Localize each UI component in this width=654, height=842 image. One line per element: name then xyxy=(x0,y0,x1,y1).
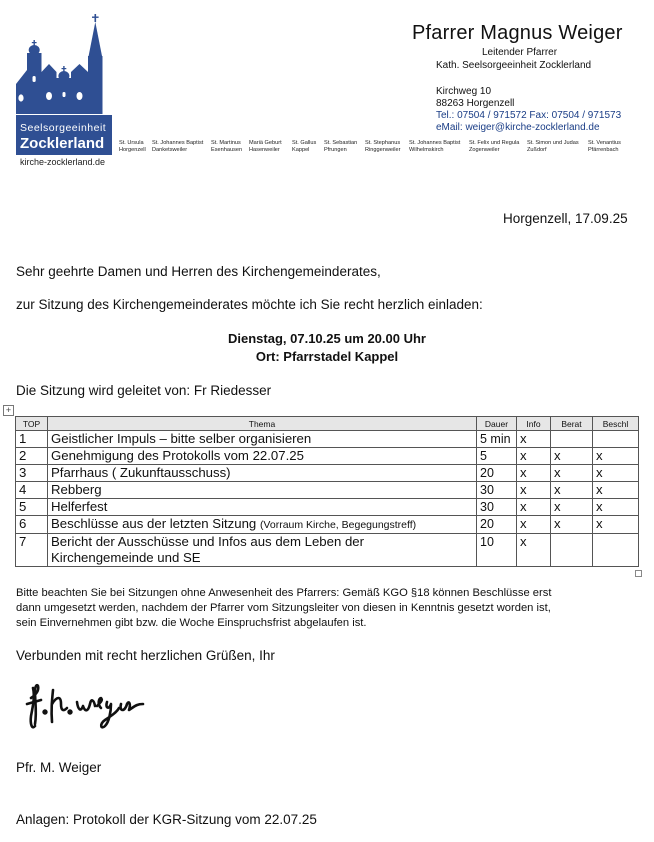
signature-name: Pfr. M. Weiger xyxy=(16,760,102,775)
church-logo xyxy=(16,14,112,156)
logo-url: kirche-zocklerland.de xyxy=(20,157,106,167)
parish-item: St. Johannes Baptist Danketsweiler xyxy=(152,140,204,153)
header-dauer: Dauer xyxy=(477,417,517,431)
sender-email: eMail: weiger@kirche-zocklerland.de xyxy=(436,122,600,133)
table-header-row xyxy=(16,417,639,431)
header-info: Info xyxy=(517,417,551,431)
sender-unit: Kath. Seelsorgeeinheit Zocklerland xyxy=(436,60,592,71)
sender-city: 88263 Horgenzell xyxy=(436,98,515,109)
table-row: 4 Rebberg 30 x x x xyxy=(16,482,639,499)
parish-item: St. Ursula Horgenzell xyxy=(119,140,146,153)
logo-band-line1: Seelsorgeeinheit xyxy=(20,122,107,134)
header-berat: Berat xyxy=(551,417,593,431)
meeting-location: Ort: Pfarrstadel Kappel xyxy=(255,349,399,364)
sender-phone: Tel.: 07504 / 971572 Fax: 07504 / 971573 xyxy=(436,110,622,121)
table-row: 3 Pfarrhaus ( Zukunftausschuss) 20 x x x xyxy=(16,465,639,482)
agenda-table xyxy=(15,416,639,567)
parish-item: St. Martinus Esenhausen xyxy=(211,140,243,153)
sender-name: Pfarrer Magnus Weiger xyxy=(412,22,623,44)
table-row: 1 Geistlicher Impuls – bitte selber organisieren 5 min x xyxy=(16,431,639,448)
sender-street: Kirchweg 10 xyxy=(436,86,492,97)
row-thema: Bericht der Ausschüsse und Infos aus dem Leben der xyxy=(51,534,365,549)
sender-role: Leitender Pfarrer xyxy=(482,47,558,58)
parish-item: St. Simon und Judas Zußdorf xyxy=(527,140,579,153)
salutation: Sehr geehrte Damen und Herren des Kirchengemeinderates, xyxy=(16,264,381,279)
meeting-chair: Die Sitzung wird geleitet von: Fr Riedesser xyxy=(16,383,272,398)
header-beschl: Beschl xyxy=(593,417,639,431)
handwritten-signature xyxy=(25,682,155,734)
logo-band-line2: Zocklerland xyxy=(20,135,105,152)
parish-item: St. Gallus Kappel xyxy=(292,140,317,153)
invitation-text: zur Sitzung des Kirchengemeinderates möchte ich Sie recht herzlich einladen: xyxy=(16,297,483,312)
table-row: 2 Genehmigung des Protokolls vom 22.07.25 5 x x x xyxy=(16,448,639,465)
table-row: 5 Helferfest 30 x x x xyxy=(16,499,639,516)
parish-item: St. Felix und Regula Zogenweiler xyxy=(469,140,520,153)
parish-item: Mariä Geburt Hasenweiler xyxy=(249,140,282,153)
attachments-line: Anlagen: Protokoll der KGR-Sitzung vom 22.07.25 xyxy=(16,812,317,827)
closing-text: Verbunden mit recht herzlichen Grüßen, Ihr xyxy=(16,648,275,663)
table-move-handle[interactable]: + xyxy=(3,405,14,416)
table-row: 6 Beschlüsse aus der letzten Sitzung (Vorraum Kirche, Begegungstreff) 20 x x x xyxy=(16,516,639,534)
row-thema-note: (Vorraum Kirche, Begegungstreff) xyxy=(259,519,417,531)
parish-item: St. Johannes Baptist Wilhelmskirch xyxy=(409,140,461,153)
header-top: TOP xyxy=(16,417,48,431)
parish-item: St. Sebastian Pfrungen xyxy=(324,140,358,153)
parish-item: St. Venantius Pfärrenbach xyxy=(588,140,621,153)
table-row: 7 Bericht der Ausschüsse und Infos aus dem Leben der Kirchengemeinde und SE 10 x xyxy=(16,534,639,567)
kgo-note: Bitte beachten Sie bei Sitzungen ohne Anwesenheit des Pfarrers: Gemäß KGO §18 können Beschlüsse erst dann umgesetzt werden, nachdem der Pfarrer vom Sitzungsleiter von diesen in Kenntnis gesetzt worden ist, sein Einvernehmen gibt bzw. die Woche Einspruchsfrist abgelaufen ist. xyxy=(16,587,552,629)
parish-item: St. Stephanus Ringgenweiler xyxy=(365,140,401,153)
letter-date: Horgenzell, 17.09.25 xyxy=(503,211,628,226)
row-thema-cont: Kirchengemeinde und SE xyxy=(51,550,201,565)
header-thema: Thema xyxy=(48,417,477,431)
table-resize-handle[interactable] xyxy=(635,570,642,577)
meeting-date: Dienstag, 07.10.25 um 20.00 Uhr xyxy=(228,331,426,346)
row-thema: Beschlüsse aus der letzten Sitzung xyxy=(51,516,257,531)
